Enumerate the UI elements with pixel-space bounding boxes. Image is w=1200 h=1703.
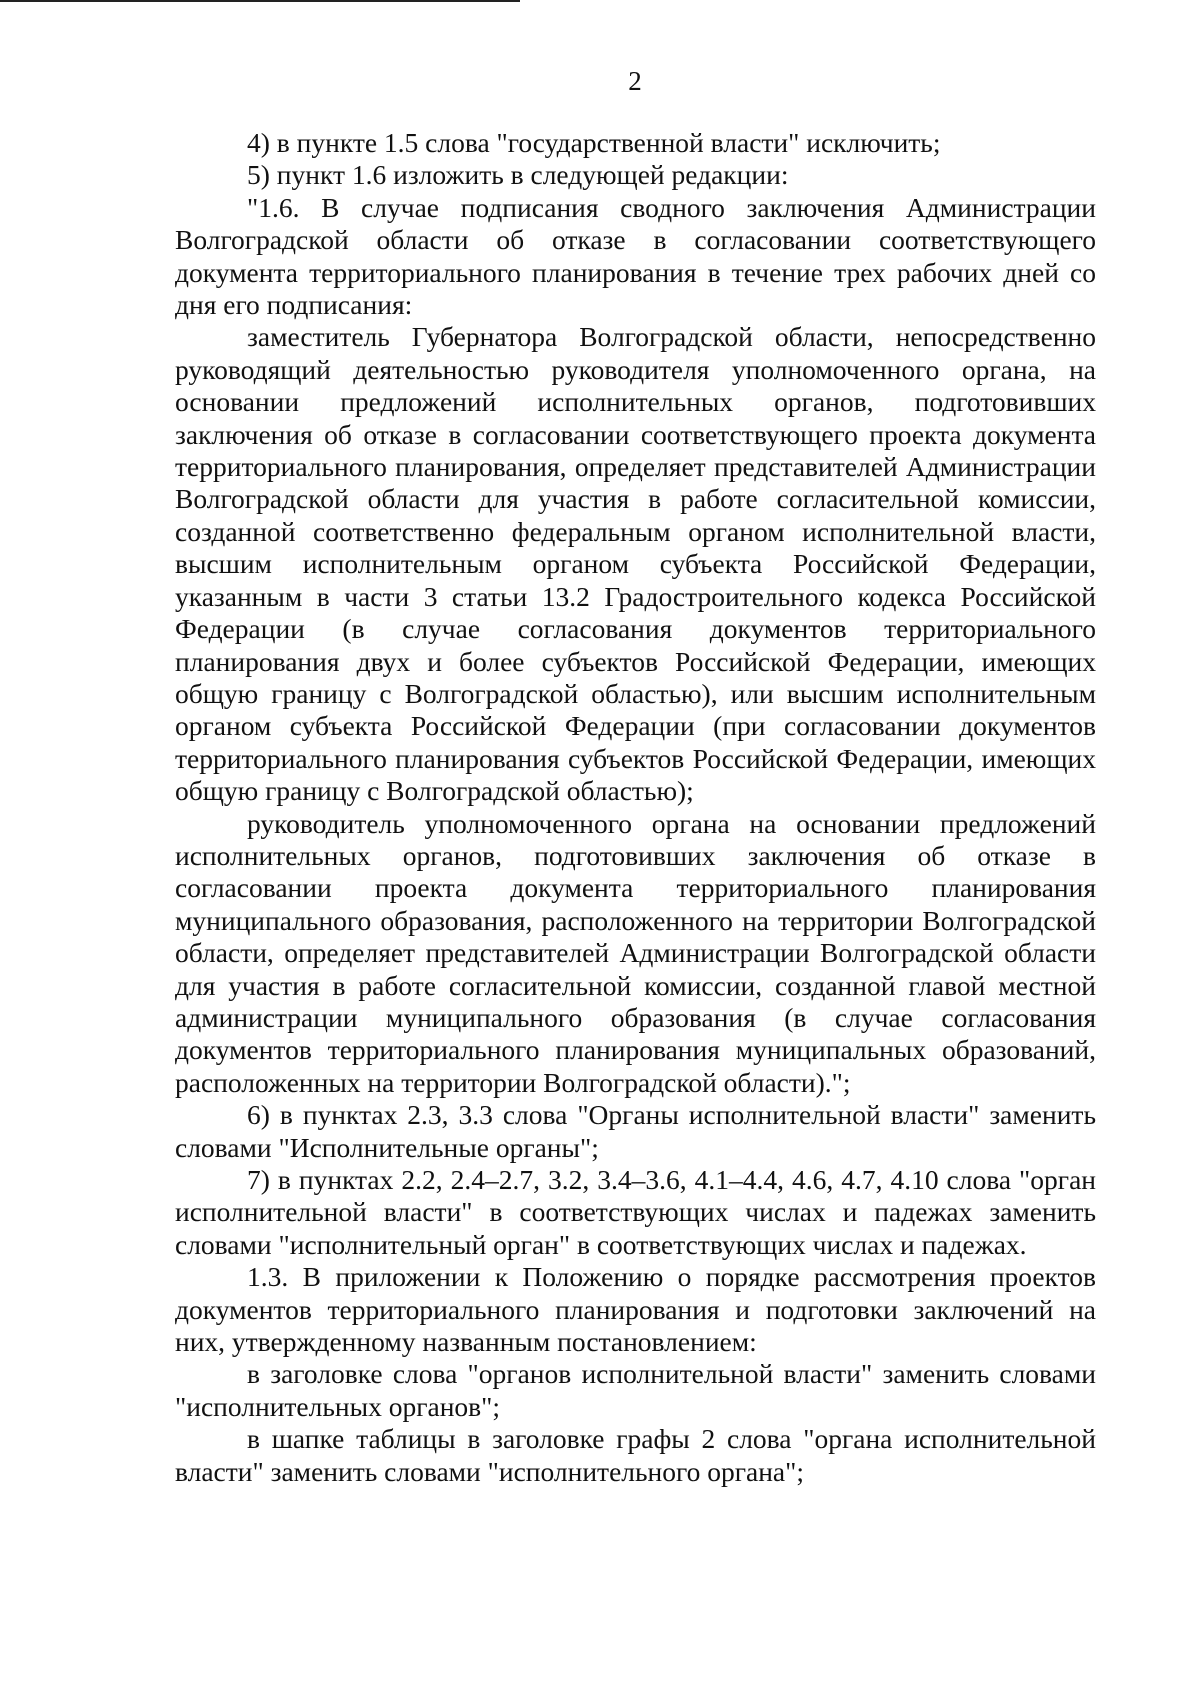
paragraph-heading-change: в заголовке слова "органов исполнительной власти" заменить словами "исполнительных органов"; — [175, 1358, 1096, 1422]
document-body — [175, 127, 1096, 1488]
paragraph-clause-1-6: "1.6. В случае подписания сводного заключения Администрации Волгоградской области об отказе в согласовании соответствующего документа территориального планирования в течение трех рабочих дней со дня его подписания: — [175, 191, 1096, 321]
scan-top-edge — [0, 0, 520, 2]
paragraph-item-6: 6) в пунктах 2.3, 3.3 слова "Органы исполнительной власти" заменить словами "Исполнительные органы"; — [175, 1099, 1096, 1163]
paragraph-deputy-governor: заместитель Губернатора Волгоградской области, непосредственно руководящий деятельностью руководителя уполномоченного органа, на основании предложений исполнительных органов, подготовивших заключения об отказе в согласовании соответствующего проекта документа территориального планирования, определяет представителей Администрации Волгоградской области для участия в работе согласительной комиссии, созданной соответственно федеральным органом исполнительной власти, высшим исполнительным органом субъекта Российской Федерации, указанным в части 3 статьи 13.2 Градостроительного кодекса Российской Федерации (в случае согласования документов территориального планирования двух и более субъектов Российской Федерации, имеющих общую границу с Волгоградской областью), или высшим исполнительным органом субъекта Российской Федерации (при согласовании документов территориального планирования субъектов Российской Федерации, имеющих общую границу с Волгоградской областью); — [175, 321, 1096, 807]
paragraph-table-header-change: в шапке таблицы в заголовке графы 2 слова "органа исполнительной власти" заменить словами "исполнительного органа"; — [175, 1423, 1096, 1487]
paragraph-authorized-body-head: руководитель уполномоченного органа на основании предложений исполнительных органов, подготовивших заключения об отказе в согласовании проекта документа территориального планирования муниципального образования, расположенного на территории Волгоградской области, определяет представителей Администрации Волгоградской области для участия в работе согласительной комиссии, созданной главой местной администрации муниципального образования (в случае согласования документов территориального планирования муниципальных образований, расположенных на территории Волгоградской области)."; — [175, 807, 1096, 1098]
page-number: 2 — [628, 66, 642, 96]
paragraph-item-5: 5) пункт 1.6 изложить в следующей редакции: — [247, 159, 789, 191]
paragraph-section-1-3: 1.3. В приложении к Положению о порядке рассмотрения проектов документов территориального планирования и подготовки заключений на них, утвержденному названным постановлением: — [175, 1261, 1096, 1358]
paragraph-item-4: 4) в пункте 1.5 слова "государственной власти" исключить; — [247, 127, 941, 158]
paragraph-item-7: 7) в пунктах 2.2, 2.4–2.7, 3.2, 3.4–3.6, 4.1–4.4, 4.6, 4.7, 4.10 слова "орган исполнительной власти" в соответствующих числах и падежах заменить словами "исполнительный орган" в соответствующих числах и падежах. — [175, 1164, 1096, 1260]
